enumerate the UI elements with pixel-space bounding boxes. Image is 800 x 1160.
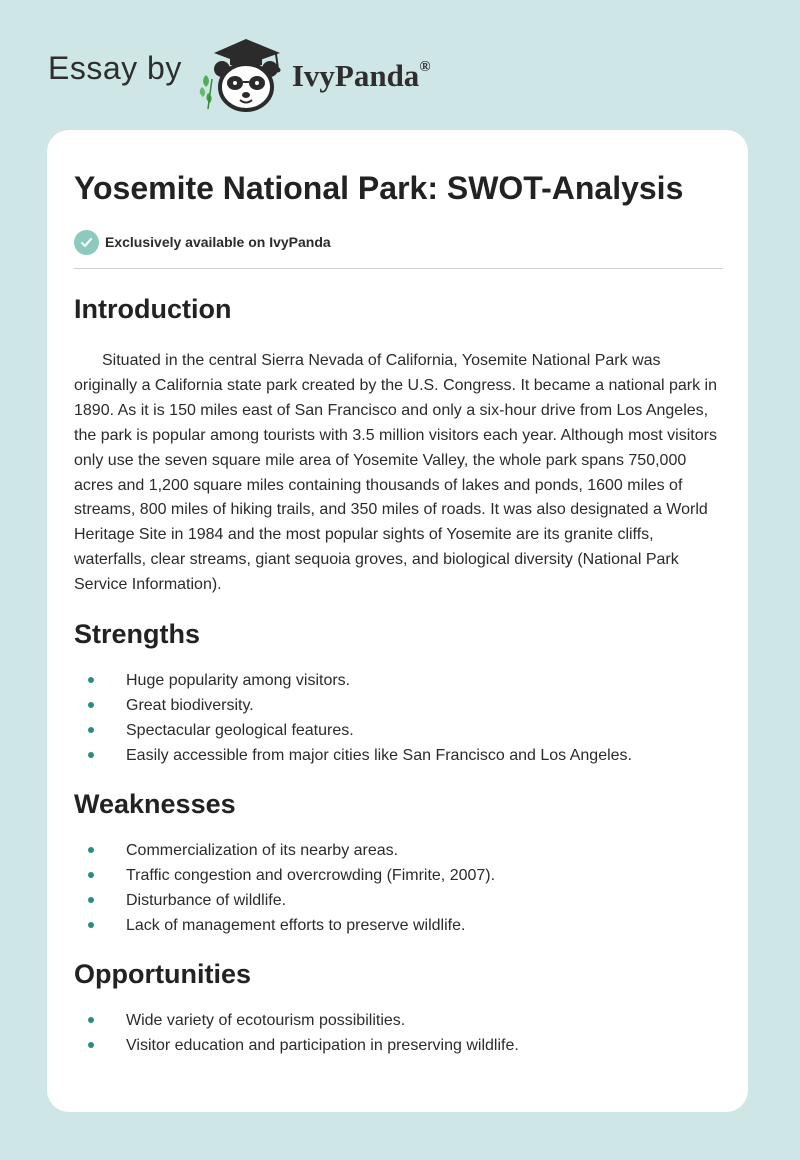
site-header bbox=[48, 34, 548, 114]
list-item-text: Traffic congestion and overcrowding (Fimrite, 2007). bbox=[126, 867, 496, 885]
section-heading-strengths: Strengths bbox=[74, 619, 201, 650]
list-item bbox=[74, 1008, 722, 1033]
article-card bbox=[47, 130, 748, 1112]
list-item bbox=[74, 913, 722, 938]
registered-mark: ® bbox=[419, 58, 431, 75]
opportunities-list bbox=[74, 1008, 722, 1058]
list-item bbox=[74, 668, 722, 693]
list-item-text: Commercialization of its nearby areas. bbox=[126, 842, 399, 860]
list-item-text: Spectacular geological features. bbox=[126, 722, 354, 740]
ivypanda-logo-icon[interactable] bbox=[196, 35, 288, 113]
bullet-icon bbox=[88, 702, 94, 708]
list-item bbox=[74, 693, 722, 718]
bullet-icon bbox=[88, 1042, 94, 1048]
brand-name[interactable] bbox=[292, 58, 431, 94]
list-item bbox=[74, 743, 722, 768]
list-item-text: Huge popularity among visitors. bbox=[126, 672, 351, 690]
essay-by-label: Essay by bbox=[48, 49, 182, 86]
exclusive-badge bbox=[74, 228, 722, 256]
bullet-icon bbox=[88, 847, 94, 853]
bullet-icon bbox=[88, 677, 94, 683]
bullet-icon bbox=[88, 752, 94, 758]
list-item bbox=[74, 888, 722, 913]
section-heading-introduction: Introduction bbox=[74, 294, 232, 324]
introduction-paragraph: Situated in the central Sierra Nevada of California, Yosemite National Park was originally a California state park created by the U.S. Congress. It became a national park in 1890. As it is 150 miles east of San Francisco and only a six-hour drive from Los Angeles, the park is popular among tourists with 3.5 million visitors each year. Although most visitors only use the seven square mile area of Yosemite Valley, the whole park spans 750,000 acres and 1,200 square miles containing thousands of lakes and ponds, 1600 miles of streams, 800 miles of hiking trails, and 350 miles of roads. It was also designated a World Heritage Site in 1984 and the most popular sights of Yosemite are its granite cliffs, waterfalls, clear streams, giant sequoia groves, and biological diversity (National Park Service Information). bbox=[74, 352, 717, 594]
article-title: Yosemite National Park: SWOT-Analysis bbox=[74, 170, 684, 206]
list-item-text: Lack of management efforts to preserve wildlife. bbox=[126, 917, 466, 935]
list-item bbox=[74, 838, 722, 863]
section-heading-opportunities: Opportunities bbox=[74, 959, 251, 990]
list-item-text: Great biodiversity. bbox=[126, 697, 254, 715]
list-item-text: Wide variety of ecotourism possibilities. bbox=[126, 1012, 406, 1030]
exclusive-label: Exclusively available on IvyPanda bbox=[105, 234, 331, 250]
list-item-text: Easily accessible from major cities like San Francisco and Los Angeles. bbox=[126, 747, 632, 765]
list-item-text: Visitor education and participation in preserving wildlife. bbox=[126, 1037, 519, 1055]
bullet-icon bbox=[88, 922, 94, 928]
divider bbox=[74, 268, 723, 269]
list-item bbox=[74, 1033, 722, 1058]
strengths-list bbox=[74, 668, 722, 768]
weaknesses-list bbox=[74, 838, 722, 938]
list-item bbox=[74, 863, 722, 888]
brand-text: IvyPanda bbox=[291, 58, 420, 93]
section-heading-weaknesses: Weaknesses bbox=[74, 789, 236, 820]
list-item bbox=[74, 718, 722, 743]
bullet-icon bbox=[88, 727, 94, 733]
list-item-text: Disturbance of wildlife. bbox=[126, 892, 287, 910]
bullet-icon bbox=[88, 872, 94, 878]
check-icon bbox=[74, 230, 99, 255]
bullet-icon bbox=[88, 897, 94, 903]
bullet-icon bbox=[88, 1017, 94, 1023]
